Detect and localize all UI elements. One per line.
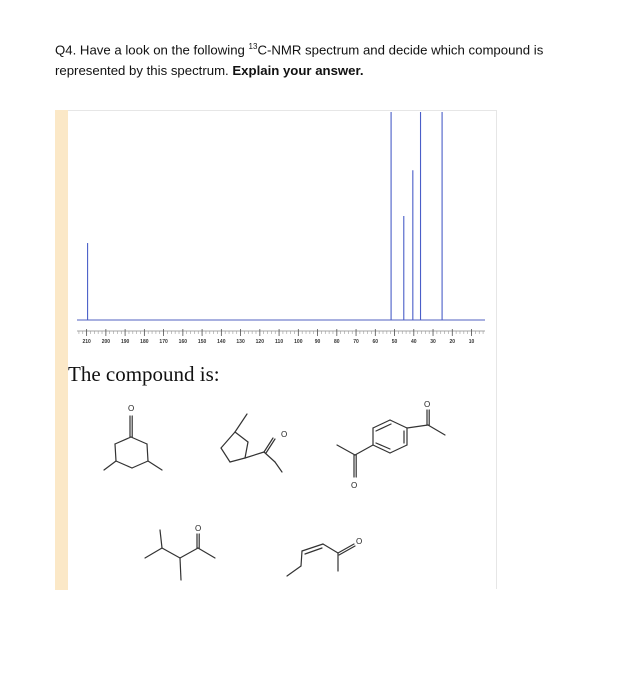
x-tick-label: 70 bbox=[353, 339, 359, 345]
x-tick-label: 180 bbox=[140, 339, 149, 345]
x-tick-label: 90 bbox=[314, 339, 321, 345]
x-tick-label: 10 bbox=[468, 339, 475, 345]
x-tick-label: 20 bbox=[449, 339, 456, 345]
oxygen-label: O bbox=[424, 400, 431, 409]
oxygen-label: O bbox=[351, 481, 358, 490]
x-tick-label: 80 bbox=[334, 339, 340, 345]
x-tick-label: 50 bbox=[391, 339, 398, 345]
oxygen-label: O bbox=[281, 430, 288, 439]
x-tick-label: 190 bbox=[120, 339, 130, 345]
compound-1-dimethylcyclohexanone bbox=[100, 400, 175, 475]
x-tick-label: 170 bbox=[159, 339, 168, 345]
oxygen-label: O bbox=[356, 537, 363, 546]
question-text bbox=[55, 36, 595, 81]
x-tick-label: 150 bbox=[197, 339, 207, 345]
question-middle: C-NMR spectrum and decide which compound is represented by this spectrum. bbox=[55, 42, 544, 79]
x-tick-label: 120 bbox=[255, 339, 265, 345]
x-tick-label: 210 bbox=[82, 339, 91, 345]
x-tick-label: 40 bbox=[411, 339, 417, 345]
x-tick-label: 100 bbox=[294, 339, 303, 345]
x-tick-label: 200 bbox=[101, 339, 111, 345]
spectrum-peaks bbox=[88, 112, 442, 320]
x-tick-label: 110 bbox=[275, 339, 284, 345]
compound-4-branched-ketone bbox=[140, 522, 230, 592]
oxygen-label: O bbox=[128, 404, 135, 413]
question-instruction: Explain your answer. bbox=[232, 63, 364, 79]
compound-5-unsaturated-ketone bbox=[285, 532, 370, 592]
compound-3-aromatic-ketone bbox=[335, 398, 455, 498]
x-tick-label: 60 bbox=[372, 339, 379, 345]
x-tick-label: 130 bbox=[236, 339, 245, 345]
x-tick-label: 140 bbox=[217, 339, 226, 345]
compound-title: The compound is: bbox=[68, 362, 220, 386]
x-tick-label: 160 bbox=[178, 339, 188, 345]
compound-2-cyclopentyl-ketone bbox=[215, 410, 300, 480]
oxygen-label: O bbox=[195, 524, 202, 533]
question-prefix: Q4. Have a look on the following bbox=[55, 42, 249, 58]
x-tick-label: 30 bbox=[430, 339, 436, 345]
nmr-spectrum-chart bbox=[55, 110, 497, 355]
isotope-superscript: 13 bbox=[248, 42, 258, 51]
